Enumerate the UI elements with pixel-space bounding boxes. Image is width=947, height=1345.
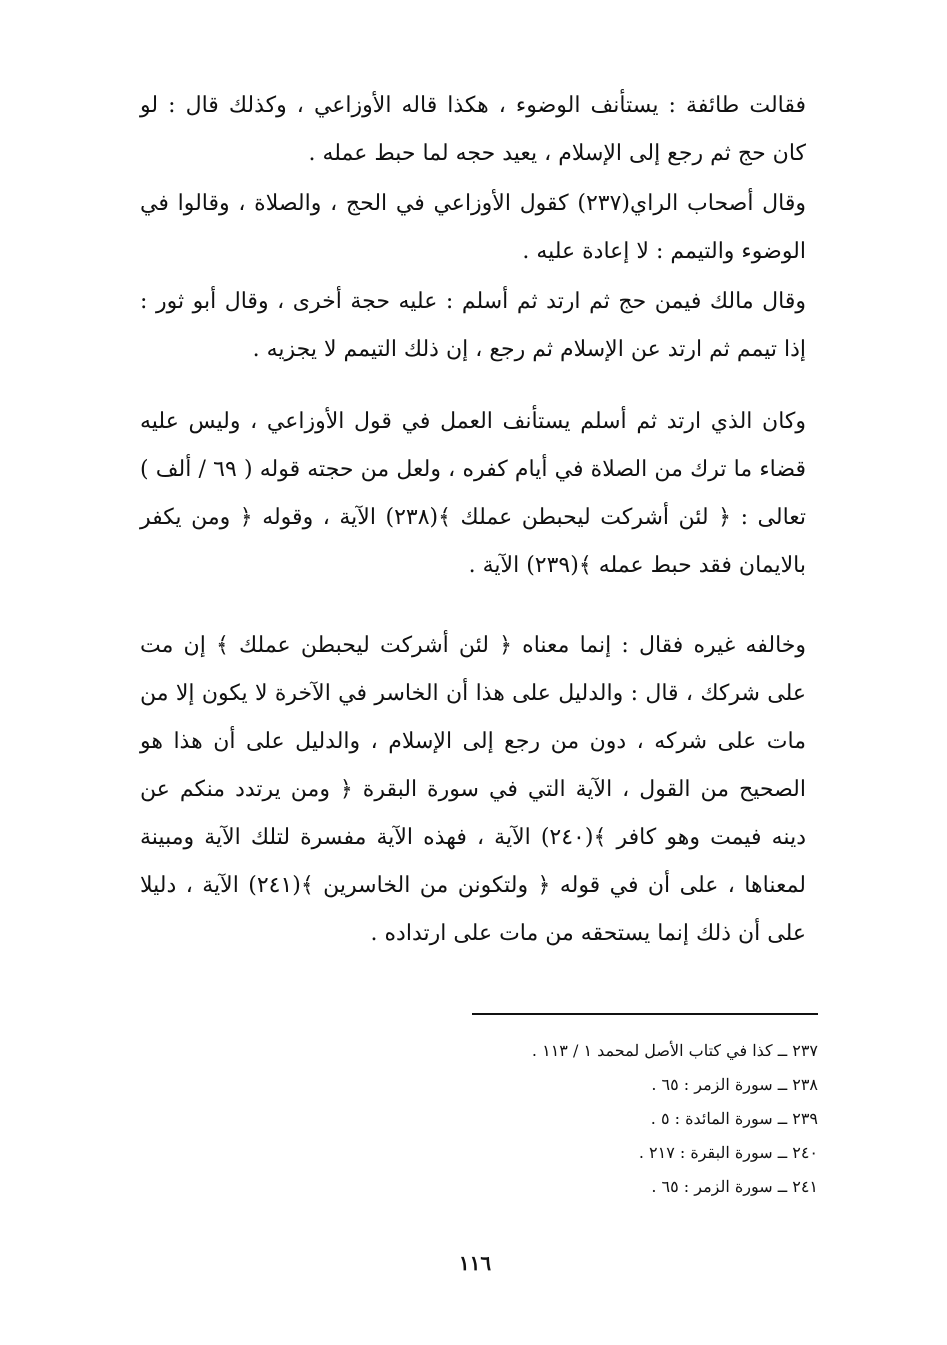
footnote-240: ٢٤٠ ــ سورة البقرة : ٢١٧ . <box>638 1143 818 1162</box>
footnote-241: ٢٤١ ــ سورة الزمر : ٦٥ . <box>651 1177 818 1196</box>
footnotes <box>472 1034 818 1204</box>
paragraph-2 <box>140 180 806 276</box>
footnote-238: ٢٣٨ ــ سورة الزمر : ٦٥ . <box>651 1075 818 1094</box>
footnote-divider <box>472 1013 818 1015</box>
paragraph-text: وكان الذي ارتد ثم أسلم يستأنف العمل في قول الأوزاعي ، وليس عليه قضاء ما ترك من الصلاة في أيام كفره ، ولعل من حجته قوله ( ٦٩ / ألف ) تعالى : ﴿ لئن أشركت ليحبطن عملك ﴾(٢٣٨) الآية ، وقوله ﴿ ومن يكفر بالايمان فقد حبط عمله ﴾(٢٣٩) الآية . <box>140 409 807 578</box>
paragraph-text: وقال أصحاب الراي(٢٣٧) كقول الأوزاعي في الحج ، والصلاة ، وقالوا في الوضوء والتيمم : لا إعادة عليه . <box>140 191 806 264</box>
paragraph-text: وقال مالك فيمن حج ثم ارتد ثم أسلم : عليه حجة أخرى ، وقال أبو ثور : إذا تيمم ثم ارتد عن الإسلام ثم رجع ، إن ذلك التيمم لا يجزيه . <box>140 289 806 362</box>
footnote-239: ٢٣٩ ــ سورة المائدة : ٥ . <box>650 1109 818 1128</box>
paragraph-4 <box>140 398 806 590</box>
paragraph-text: فقالت طائفة : يستأنف الوضوء ، هكذا قاله الأوزاعي ، وكذلك قال : لو كان حج ثم رجع إلى الإسلام ، يعيد حجه لما حبط عمله . <box>140 93 806 166</box>
paragraph-text: وخالفه غيره فقال : إنما معناه ﴿ لئن أشركت ليحبطن عملك ﴾ إن مت على شركك ، قال : والدليل على هذا أن الخاسر في الآخرة لا يكون إلا من مات على شركه ، دون من رجع إلى الإسلام ، والدليل على أن هذا هو الصحيح من القول ، الآية التي في سورة البقرة ﴿ ومن يرتدد منكم عن دينه فيمت وهو كافر ﴾(٢٤٠) الآية ، فهذه الآية مفسرة لتلك الآية ومبينة لمعناها ، على أن في قوله ﴿ ولتكونن من الخاسرين ﴾(٢٤١) الآية ، دليلا على أن ذلك إنما يستحقه من مات على ارتداده . <box>140 633 806 946</box>
paragraph-1 <box>140 82 806 178</box>
footnote-237: ٢٣٧ ــ كذا في كتاب الأصل لمحمد ١ / ١١٣ . <box>531 1041 818 1060</box>
paragraph-3 <box>140 278 806 374</box>
page-number: ١١٦ <box>458 1251 492 1275</box>
paragraph-5 <box>140 622 806 958</box>
